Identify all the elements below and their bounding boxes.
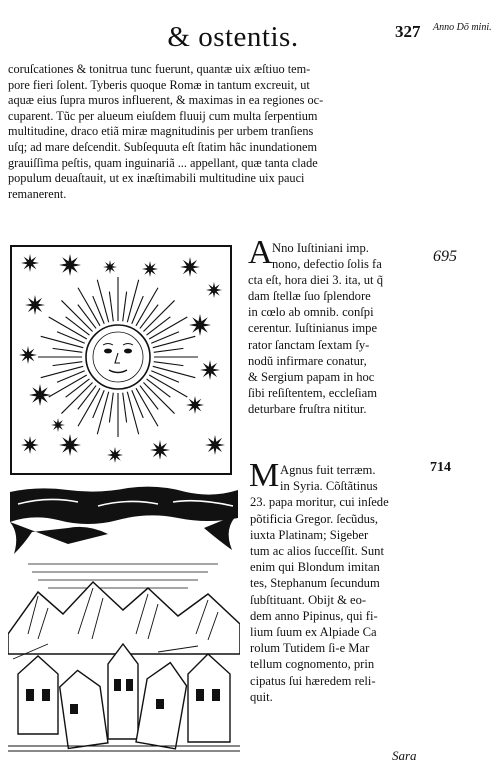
star-icon [25,295,45,315]
text-line: dam ſtellæ ſuo ſplendore [248,289,371,304]
star-icon [206,282,222,298]
margin-note: Anno Dõ mini. [433,22,492,33]
sun-face-with-stars-woodcut [10,245,232,475]
text-line: rolum Tutidem ſi-e Mar [250,641,370,656]
entry-paragraph [248,240,448,417]
text-line: pore fieri ſolent. Tyberis quoque Romæ in tantum excreuit, ut [8,77,310,92]
star-icon [150,440,170,460]
text-line: põtificia Gregor. ſecũdus, [250,511,378,526]
text-line: nodũ infirmare conatur, [248,353,367,368]
star-icon [107,447,123,463]
text-line: cta eſt, hora diei 3. ita, ut q̃ [248,273,383,288]
text-line: tes, Stephanum ſecundum [250,576,380,591]
entry-paragraph [250,462,450,705]
text-line: 23. papa moritur, cui inſede [250,495,389,510]
text-line: tum ac alios ſucceſſit. Sunt [250,544,384,559]
star-icon [59,254,81,276]
star-icon [186,396,204,414]
text-line: coruſcationes & tonitrua tunc fuerunt, quantæ uix æſtiuo tem- [8,62,311,76]
text-line: multitudine, draco etiã miræ magnitudinis per urbem tranſiens [8,124,314,139]
margin-year: 695 [433,248,457,265]
text-line: populum deuaſtauit, ut ex inæſtimabili multitudine uix pauci [8,171,305,186]
star-icon [29,384,51,406]
page-number: 327 [395,22,421,41]
star-icon [19,346,37,364]
text-line: grauiſſima peſtis, quam inguinariã ... appellant, quæ tanta clade [8,155,318,170]
text-line: aquæ eius ſupra muros influerent, & maximas in ea regiones oc- [8,93,324,108]
text-line: cuparent. Tũc per alueum eiuſdem fluuij cum multa ſerpentium [8,108,318,123]
text-line: ſubſtituant. Obijt & eo- [250,592,367,607]
star-icon [142,261,158,277]
text-line: dem anno Pipinus, qui fi- [250,608,378,623]
text-line: enim qui Blondum imitan [250,560,380,575]
text-line: & Sergium papam in hoc [248,369,375,384]
catchword: Sara [392,748,417,763]
star-icon [59,434,81,456]
text-line: quit. [250,689,273,704]
text-line: Agnus fuit terræm. [280,463,376,477]
star-icon [180,257,200,277]
text-line: tellum cognomento, prin [250,657,375,672]
star-icon [200,360,220,380]
star-icon [189,314,211,336]
star-icon [21,254,39,272]
text-line: cerentur. Iuſtinianus impe [248,321,378,336]
text-line: in cœlo ab omnib. conſpi [248,305,374,320]
text-line: Nno Iuſtiniani imp. [272,241,369,255]
text-line: cipatus ſui hæredem reli- [250,673,376,688]
text-line: lium ſuum ex Alpiade Ca [250,625,377,640]
text-line: deturbare fruſtra nititur. [248,401,367,416]
earthquake-town-landscape-woodcut [8,484,240,754]
text-line: ſibi reſiſtentem, eccleſiam [248,385,378,400]
page-title: & ostentis. [167,21,299,53]
drop-cap: A [248,234,273,271]
text-line: rator ſanctam ſextam ſy- [248,337,370,352]
star-icon [205,435,225,455]
text-line: iuxta Platinam; Sigeber [250,527,369,542]
top-paragraph [8,62,430,202]
text-line: nono, defectio ſolis fa [272,257,382,272]
text-line: remanerent. [8,186,67,201]
text-line: in Syria. Cõſtãtinus [280,479,378,494]
margin-year: 714 [430,460,451,475]
star-icon [21,436,39,454]
drop-cap: M [249,457,280,494]
text-line: uſq; ad mare deſcendit. Subſequuta eſt ſtatim hãc inundationem [8,139,318,154]
star-icon [51,418,65,432]
